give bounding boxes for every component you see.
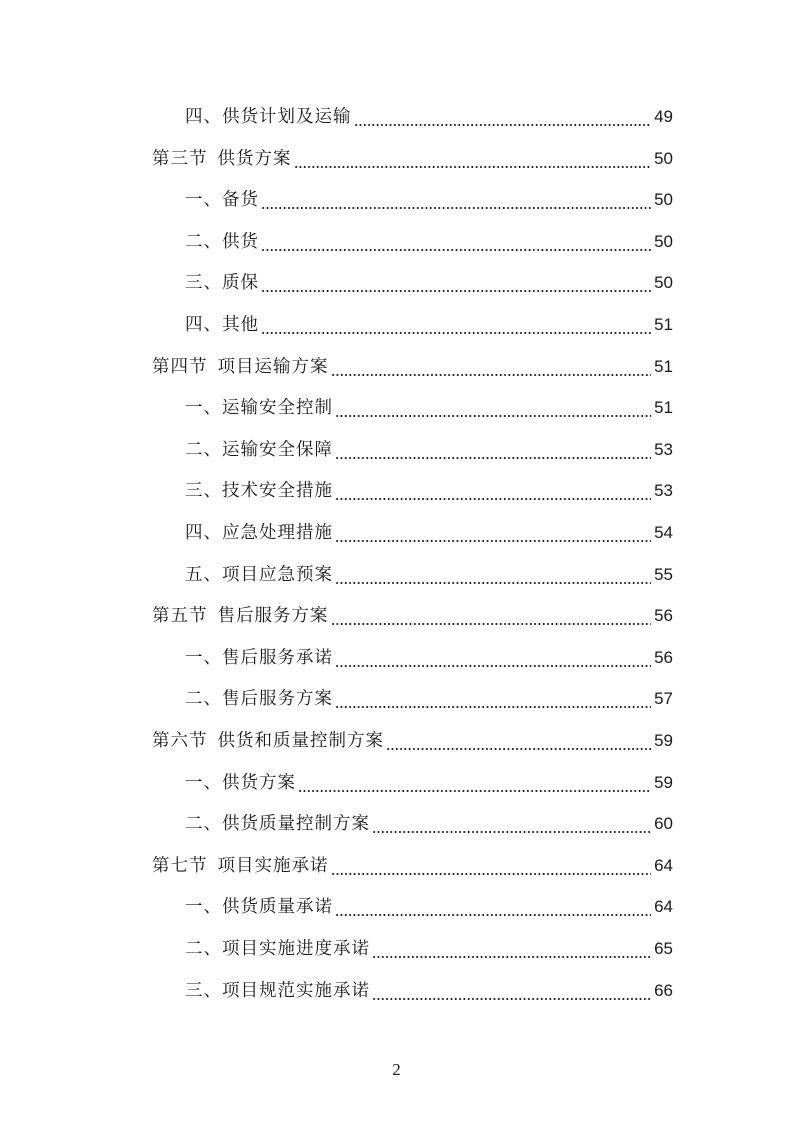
toc-page-number: 56: [654, 606, 673, 626]
toc-entry-text: 二、项目实施进度承诺: [185, 939, 370, 959]
toc-entry-title: [185, 644, 333, 672]
toc-section-entry[interactable]: [152, 353, 673, 381]
page-number: 2: [392, 1060, 401, 1079]
toc-entry-title: [185, 519, 333, 547]
toc-entry-text: 四、其他: [185, 315, 259, 335]
toc-entry-title: [152, 727, 384, 755]
toc-page-number: 65: [654, 939, 673, 958]
toc-dot-leader: [331, 852, 652, 880]
toc-entry-text: 五、项目应急预案: [185, 564, 333, 585]
toc-section-name: 供货和质量控制方案: [217, 731, 384, 751]
toc-section-name: 供货方案: [217, 148, 292, 169]
toc-subsection-entry[interactable]: [185, 519, 673, 547]
toc-entry-text: 二、售后服务方案: [185, 689, 333, 710]
toc-entry-title: [185, 186, 259, 214]
toc-subsection-entry[interactable]: [185, 769, 673, 797]
toc-section-name: 项目实施承诺: [217, 855, 329, 876]
toc-entry-text: 二、供货: [185, 231, 259, 252]
toc-entry-text: 一、售后服务承诺: [185, 647, 333, 668]
toc-dot-leader: [386, 727, 651, 755]
toc-page-number: 54: [654, 523, 673, 542]
toc-entry-text: 二、供货质量控制方案: [185, 814, 370, 835]
toc-dot-leader: [335, 644, 651, 672]
toc-entry-text: 一、供货质量承诺: [185, 897, 333, 918]
toc-dot-leader: [372, 935, 651, 963]
toc-subsection-entry[interactable]: [185, 477, 673, 505]
toc-subsection-entry[interactable]: [185, 893, 673, 921]
toc-page-number: 55: [654, 564, 673, 584]
toc-entry-text: 四、应急处理措施: [185, 523, 333, 543]
toc-entry-title: [185, 561, 333, 589]
toc-dot-leader: [335, 477, 651, 505]
toc-page-number: 51: [654, 356, 673, 376]
toc-entry-text: 三、质保: [185, 273, 259, 294]
toc-section-entry[interactable]: [152, 145, 673, 173]
toc-page-number: 50: [654, 273, 673, 293]
toc-page-number: 53: [654, 439, 673, 459]
toc-entry-title: [185, 394, 333, 422]
toc-entry-text: 一、备货: [185, 190, 259, 211]
toc-page-number: 51: [654, 398, 673, 418]
toc-section-name: 项目运输方案: [217, 356, 329, 377]
toc-entry-title: [185, 977, 370, 1005]
toc-page-number: 50: [654, 231, 673, 251]
toc-dot-leader: [335, 561, 651, 589]
toc-dot-leader: [335, 685, 651, 713]
toc-entry-title: [185, 436, 333, 464]
toc-dot-leader: [335, 436, 651, 464]
toc-entry-text: 三、项目规范实施承诺: [185, 980, 370, 1001]
toc-subsection-entry[interactable]: [185, 935, 673, 963]
toc-entry-title: [185, 935, 370, 963]
toc-page-number: 51: [654, 315, 673, 334]
toc-dot-leader: [261, 228, 651, 256]
toc-entry-title: [152, 602, 329, 630]
toc-page-number: 50: [654, 148, 673, 168]
toc-dot-leader: [261, 269, 651, 297]
toc-page-number: 64: [654, 897, 673, 917]
toc-dot-leader: [298, 769, 651, 797]
toc-page-number: 59: [654, 772, 673, 792]
toc-entry-title: [152, 353, 329, 381]
toc-entry-text: 二、运输安全保障: [185, 439, 333, 460]
toc-page-number: 49: [654, 107, 673, 126]
toc-entry-title: [185, 810, 370, 838]
toc-section-number: 第四节: [152, 356, 208, 377]
toc-dot-leader: [335, 394, 651, 422]
toc-subsection-entry[interactable]: [185, 561, 673, 589]
toc-subsection-entry[interactable]: [185, 685, 673, 713]
toc-dot-leader: [372, 810, 651, 838]
toc-dot-leader: [335, 519, 651, 547]
toc-page-number: 57: [654, 689, 673, 709]
toc-page-number: 66: [654, 980, 673, 1000]
toc-dot-leader: [335, 893, 651, 921]
toc-entry-title: [185, 311, 259, 339]
toc-dot-leader: [331, 353, 652, 381]
toc-page-number: 60: [654, 814, 673, 834]
toc-subsection-entry[interactable]: [185, 186, 673, 214]
toc-subsection-entry[interactable]: [185, 394, 673, 422]
toc-subsection-entry[interactable]: [185, 810, 673, 838]
toc-entry-title: [185, 269, 259, 297]
toc-dot-leader: [331, 602, 652, 630]
toc-section-entry[interactable]: [152, 727, 673, 755]
toc-subsection-entry[interactable]: [185, 269, 673, 297]
toc-entry-title: [152, 852, 329, 880]
toc-dot-leader: [354, 103, 652, 131]
toc-entry-title: [185, 477, 333, 505]
toc-subsection-entry[interactable]: [185, 103, 673, 131]
toc-entry-title: [185, 893, 333, 921]
toc-entry-title: [185, 685, 333, 713]
toc-page-number: 56: [654, 647, 673, 667]
toc-entry-title: [185, 103, 352, 131]
toc-subsection-entry[interactable]: [185, 228, 673, 256]
toc-entry-text: 一、供货方案: [185, 772, 296, 793]
toc-section-number: 第七节: [152, 855, 208, 876]
toc-dot-leader: [372, 977, 651, 1005]
toc-section-number: 第六节: [152, 731, 208, 751]
toc-entry-text: 四、供货计划及运输: [185, 107, 352, 127]
toc-entry-title: [185, 228, 259, 256]
toc-page-number: 50: [654, 190, 673, 210]
toc-section-entry[interactable]: [152, 602, 673, 630]
toc-dot-leader: [261, 311, 651, 339]
toc-dot-leader: [294, 145, 652, 173]
toc-page-number: 64: [654, 855, 673, 875]
toc-subsection-entry[interactable]: [185, 436, 673, 464]
toc-subsection-entry[interactable]: [185, 977, 673, 1005]
toc-subsection-entry[interactable]: [185, 644, 673, 672]
toc-section-entry[interactable]: [152, 852, 673, 880]
toc-section-number: 第三节: [152, 148, 208, 169]
toc-page-number: 53: [654, 481, 673, 501]
toc-entry-title: [152, 145, 292, 173]
toc-dot-leader: [261, 186, 651, 214]
toc-page-number: 59: [654, 731, 673, 750]
toc-entry-text: 三、技术安全措施: [185, 481, 333, 502]
toc-section-name: 售后服务方案: [217, 606, 329, 627]
toc-subsection-entry[interactable]: [185, 311, 673, 339]
toc-section-number: 第五节: [152, 606, 208, 627]
toc-entry-text: 一、运输安全控制: [185, 398, 333, 419]
toc-entry-title: [185, 769, 296, 797]
